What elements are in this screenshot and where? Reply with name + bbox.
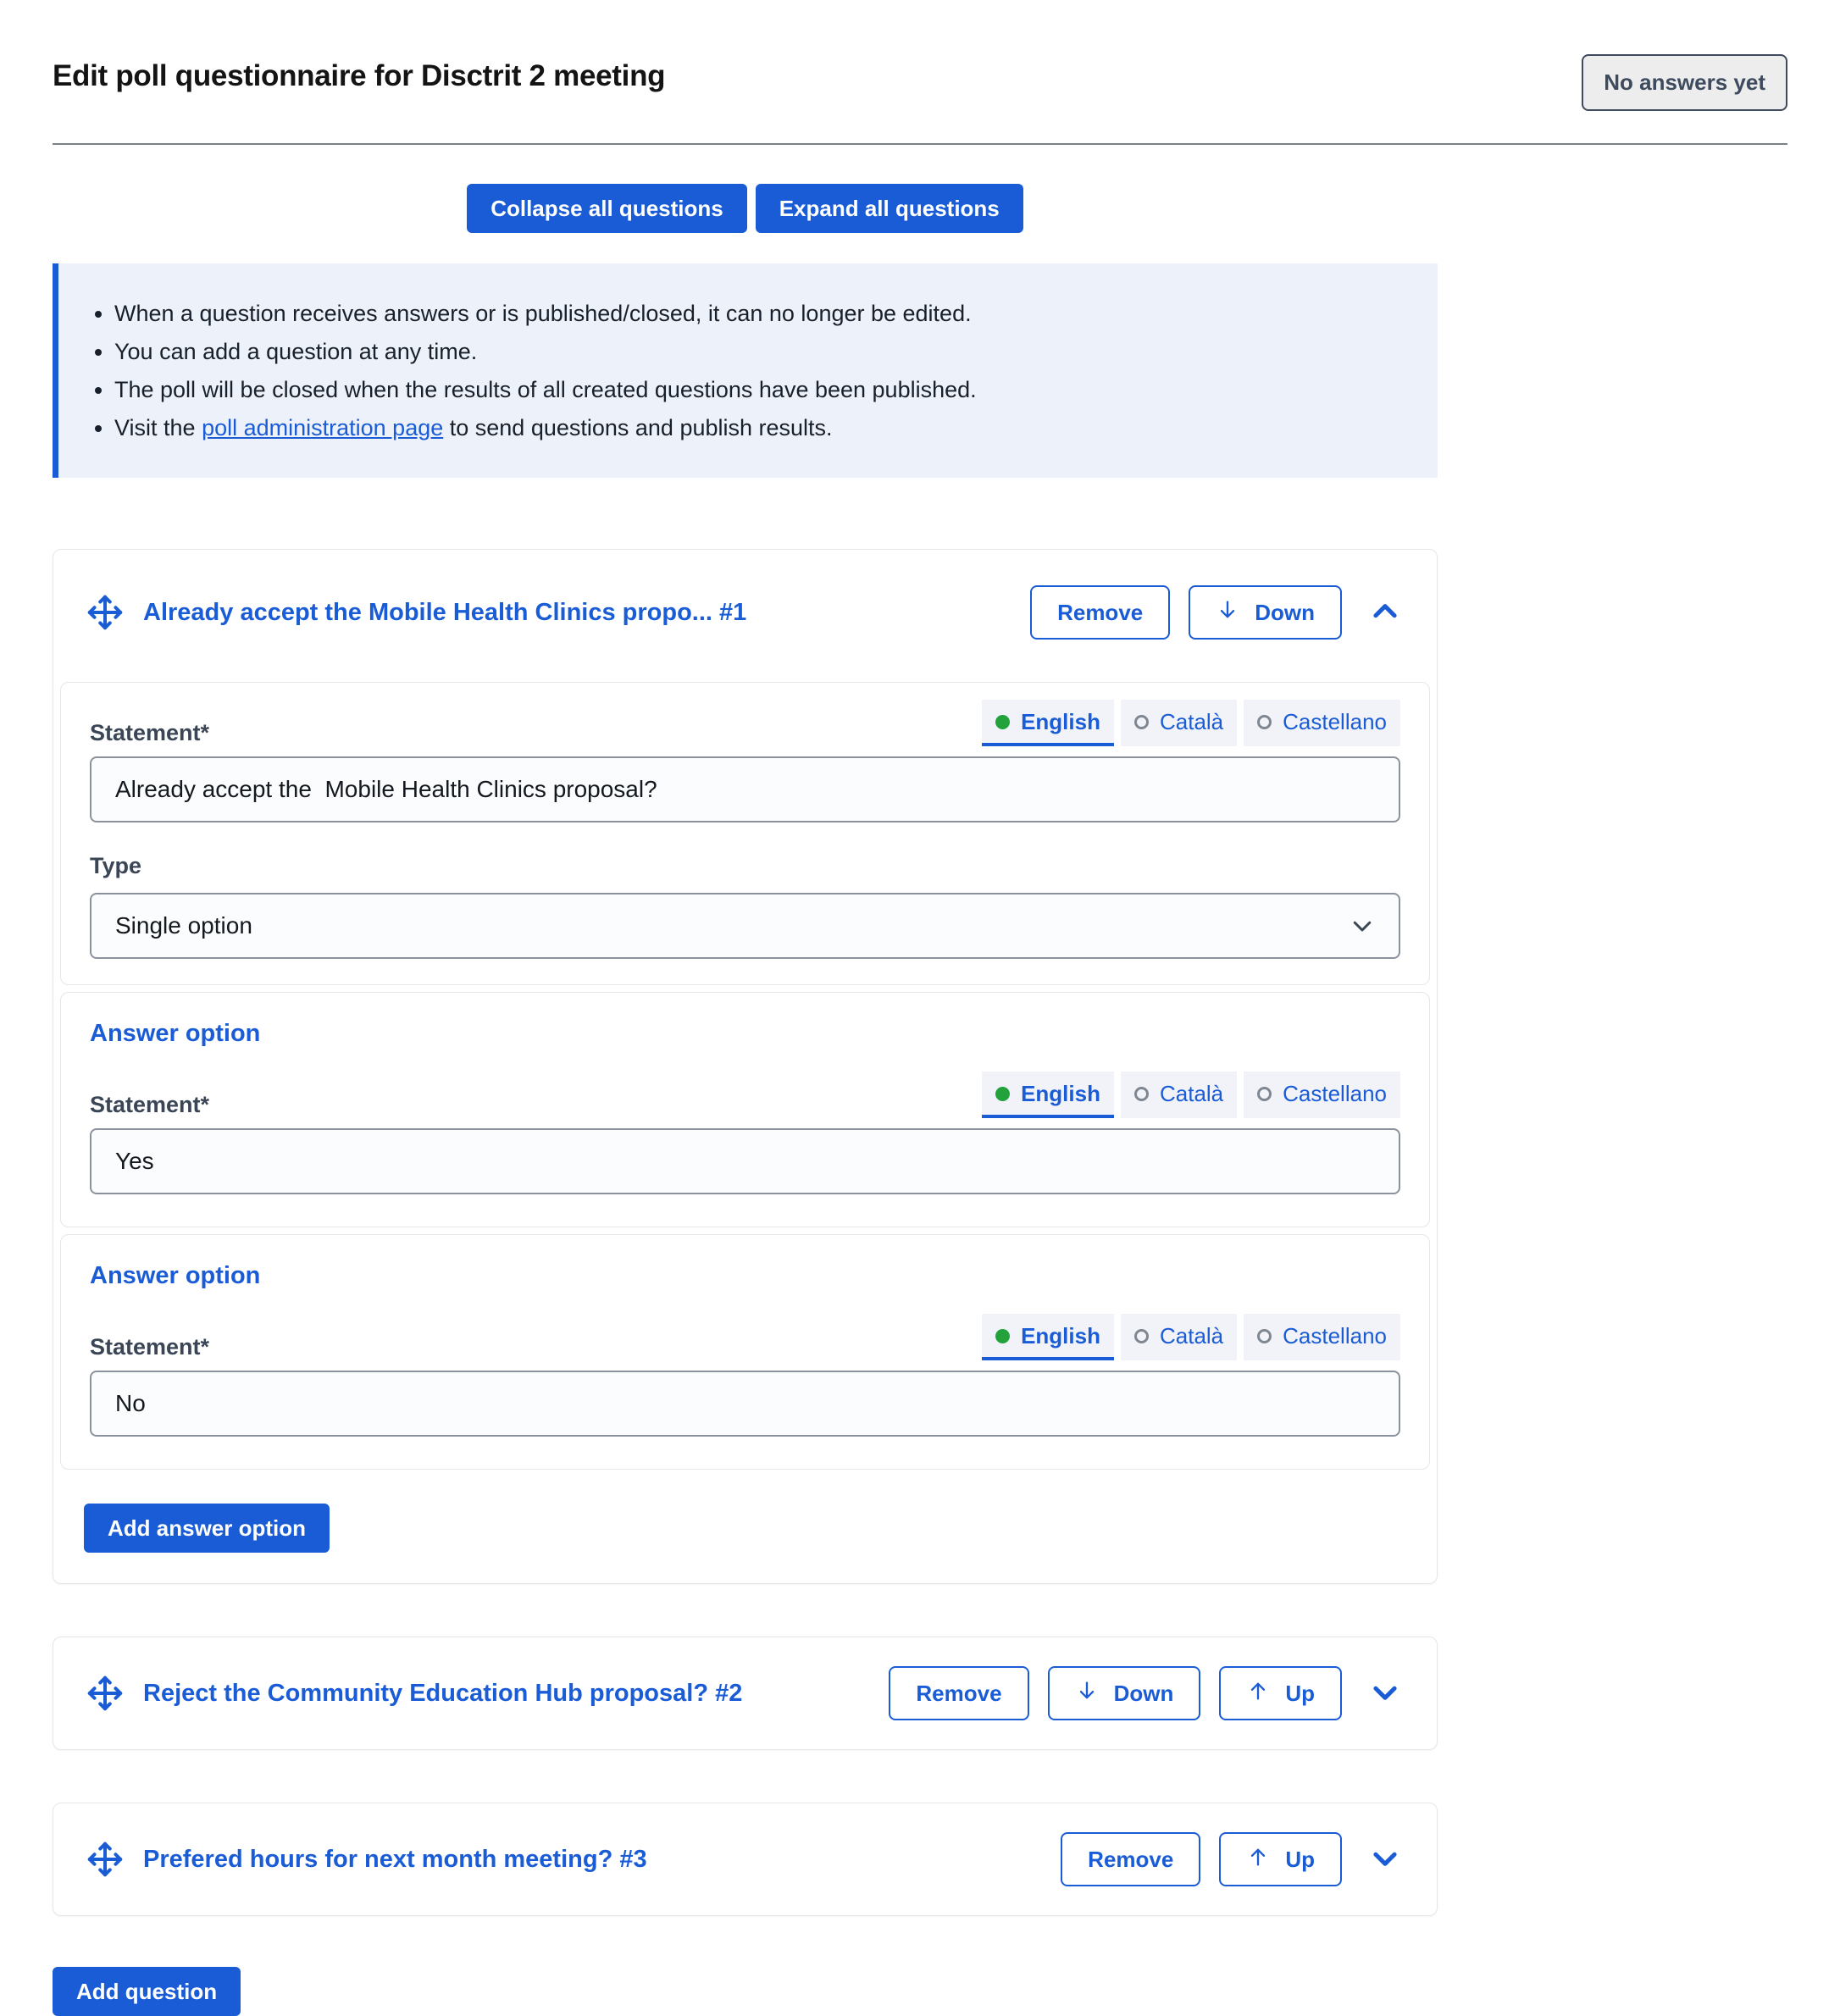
up-label: Up — [1285, 1846, 1315, 1872]
language-label: English — [1021, 709, 1100, 734]
remove-question-3-button[interactable]: Remove — [1061, 1832, 1200, 1886]
move-up-question-2-button[interactable] — [1219, 1666, 1342, 1720]
filled-dot-icon — [995, 715, 1010, 729]
arrow-down-icon — [1075, 1679, 1099, 1709]
callout-list — [72, 296, 1404, 445]
language-label: Català — [1159, 1323, 1224, 1349]
no-answers-badge: No answers yet — [1582, 54, 1787, 111]
question-1-statement-input[interactable] — [90, 756, 1400, 822]
language-chooser — [982, 1314, 1400, 1360]
statement-label: Statement* — [90, 1334, 210, 1360]
add-question-button[interactable]: Add question — [53, 1967, 241, 2016]
question-3-header — [60, 1810, 1430, 1908]
question-1-fields — [60, 682, 1430, 985]
expand-all-questions-button[interactable]: Expand all questions — [756, 184, 1023, 233]
collapse-question-1-button[interactable] — [1361, 595, 1410, 630]
arrow-down-icon — [1216, 598, 1239, 628]
language-chooser — [982, 1072, 1400, 1118]
language-tab-catala[interactable] — [1121, 700, 1237, 746]
language-label: Castellano — [1283, 709, 1387, 734]
question-1-header — [60, 557, 1430, 682]
answer-option-2-statement-input[interactable] — [90, 1371, 1400, 1437]
answer-option-block-1 — [60, 992, 1430, 1227]
up-label: Up — [1285, 1680, 1315, 1706]
answer-option-heading: Answer option — [90, 1262, 261, 1289]
questionnaire-content — [53, 184, 1438, 2016]
language-label: English — [1021, 1081, 1100, 1106]
expand-question-2-button[interactable] — [1361, 1676, 1410, 1711]
statement-label: Statement* — [90, 720, 210, 745]
question-2-header — [60, 1644, 1430, 1742]
question-card-3 — [53, 1803, 1438, 1916]
remove-question-1-button[interactable]: Remove — [1030, 585, 1170, 640]
language-label: Català — [1159, 1081, 1224, 1106]
page-header — [53, 54, 1787, 111]
chevron-up-icon — [1369, 595, 1401, 630]
move-up-question-3-button[interactable] — [1219, 1832, 1342, 1886]
expand-question-3-button[interactable] — [1361, 1842, 1410, 1877]
info-callout — [53, 263, 1438, 478]
questions-toolbar — [53, 184, 1438, 233]
poll-administration-link[interactable]: poll administration page — [202, 415, 444, 440]
empty-circle-icon — [1134, 715, 1149, 729]
language-tab-english[interactable] — [982, 700, 1114, 746]
language-tab-english[interactable] — [982, 1072, 1114, 1118]
statement-label: Statement* — [90, 1092, 210, 1117]
chevron-down-icon — [1350, 913, 1375, 939]
callout-item: • You can add a question at any time. — [114, 335, 1404, 368]
drag-handle-icon[interactable] — [86, 1674, 125, 1713]
answer-option-block-2 — [60, 1234, 1430, 1470]
statement-label-row — [90, 1072, 1400, 1118]
answer-option-1-statement-input[interactable] — [90, 1128, 1400, 1194]
remove-question-2-button[interactable]: Remove — [889, 1666, 1028, 1720]
type-select-value: Single option — [115, 912, 252, 939]
callout-text: to send questions and publish results. — [443, 415, 833, 440]
language-label: Castellano — [1283, 1081, 1387, 1106]
move-down-question-1-button[interactable] — [1189, 585, 1342, 640]
language-tab-english[interactable] — [982, 1314, 1114, 1360]
chevron-down-icon — [1369, 1842, 1401, 1877]
empty-circle-icon — [1257, 1329, 1272, 1343]
header-divider — [53, 143, 1787, 145]
question-3-title: Prefered hours for next month meeting? #3 — [143, 1845, 647, 1873]
add-answer-option-button[interactable]: Add answer option — [84, 1504, 330, 1553]
question-1-type-select[interactable] — [90, 893, 1400, 959]
empty-circle-icon — [1134, 1087, 1149, 1101]
down-label: Down — [1255, 599, 1315, 625]
language-chooser — [982, 700, 1400, 746]
filled-dot-icon — [995, 1087, 1010, 1101]
statement-label-row — [90, 1314, 1400, 1360]
drag-handle-icon[interactable] — [86, 593, 125, 632]
language-label: English — [1021, 1323, 1100, 1349]
filled-dot-icon — [995, 1329, 1010, 1343]
question-card-2 — [53, 1637, 1438, 1750]
language-label: Català — [1159, 709, 1224, 734]
collapse-all-questions-button[interactable]: Collapse all questions — [467, 184, 747, 233]
callout-item — [114, 411, 1404, 445]
question-1-title: Already accept the Mobile Health Clinics propo... #1 — [143, 598, 747, 626]
language-label: Castellano — [1283, 1323, 1387, 1349]
language-tab-catala[interactable] — [1121, 1314, 1237, 1360]
type-label: Type — [90, 853, 142, 878]
empty-circle-icon — [1257, 1087, 1272, 1101]
empty-circle-icon — [1134, 1329, 1149, 1343]
chevron-down-icon — [1369, 1676, 1401, 1711]
drag-handle-icon[interactable] — [86, 1840, 125, 1879]
callout-item: • The poll will be closed when the results of all created questions have been published. — [114, 373, 1404, 407]
empty-circle-icon — [1257, 715, 1272, 729]
language-tab-castellano[interactable] — [1244, 700, 1400, 746]
question-2-title: Reject the Community Education Hub proposal? #2 — [143, 1679, 743, 1707]
callout-text: Visit the — [114, 415, 202, 440]
language-tab-castellano[interactable] — [1244, 1072, 1400, 1118]
answer-option-heading: Answer option — [90, 1020, 261, 1047]
move-down-question-2-button[interactable] — [1048, 1666, 1201, 1720]
language-tab-castellano[interactable] — [1244, 1314, 1400, 1360]
callout-item: • When a question receives answers or is published/closed, it can no longer be edited. — [114, 296, 1404, 330]
arrow-up-icon — [1246, 1845, 1270, 1875]
statement-label-row — [90, 700, 1400, 746]
arrow-up-icon — [1246, 1679, 1270, 1709]
language-tab-catala[interactable] — [1121, 1072, 1237, 1118]
page-title: Edit poll questionnaire for Disctrit 2 meeting — [53, 59, 666, 92]
question-card-1 — [53, 549, 1438, 1584]
down-label: Down — [1113, 1680, 1174, 1706]
